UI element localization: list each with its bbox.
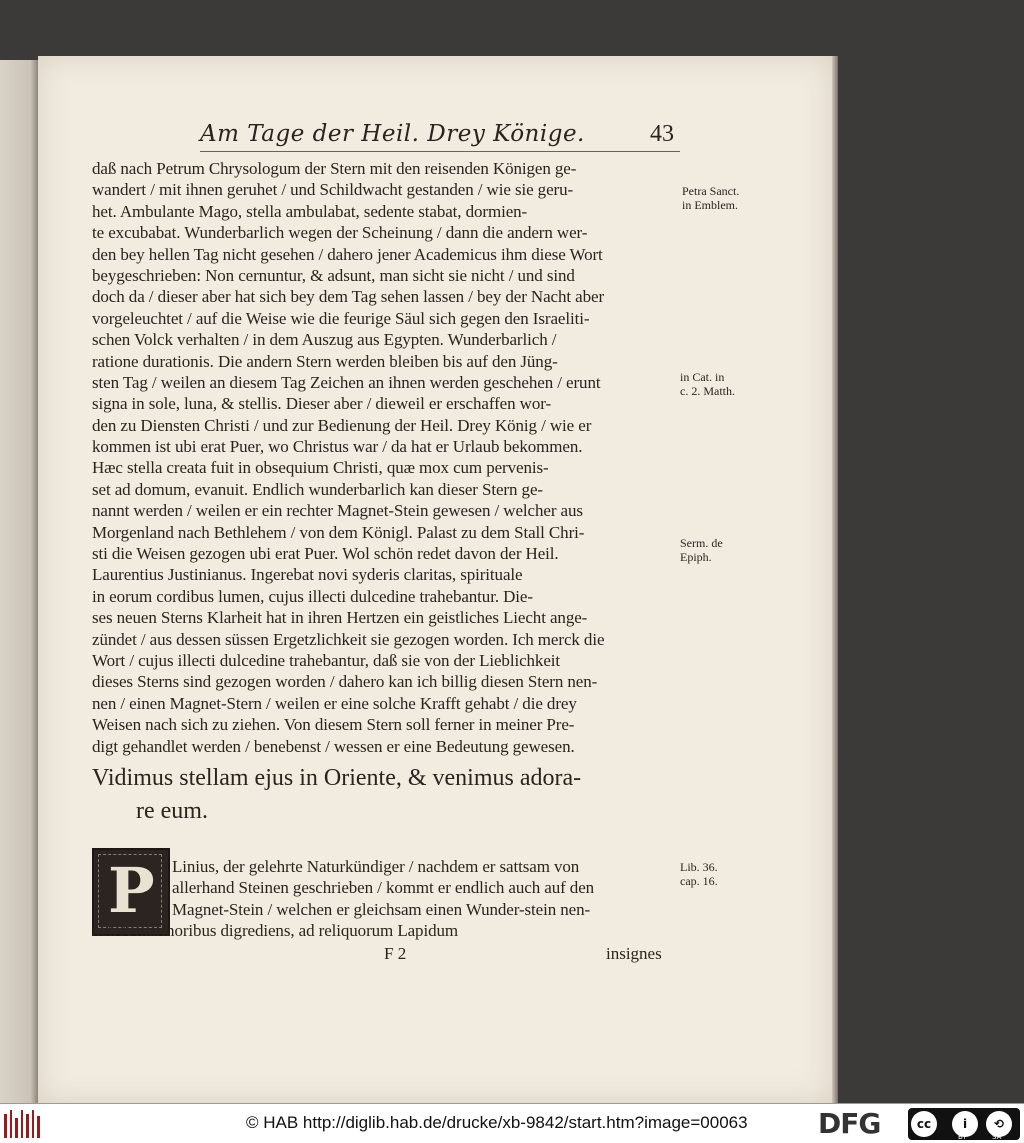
heading-line: re eum. (136, 798, 208, 824)
footer-bar (0, 1103, 1024, 1143)
text-line: Morgenland nach Bethlehem / von dem Königl. Palast zu dem Stall Chri- (92, 522, 585, 542)
hab-logo-icon (4, 1110, 40, 1138)
text-line: signa in sole, luna, & stellis. Dieser aber / dieweil er erschaffen wor- (92, 394, 552, 414)
share-alike-icon: ⟲ (986, 1111, 1012, 1137)
text-line: Hæc stella creata fuit in obsequium Christi, quæ mox cum pervenis- (92, 458, 549, 478)
text-line: kommen ist ubi erat Puer, wo Christus war / da hat er Urlaub bekommen. (92, 437, 583, 457)
margin-note-line: Serm. de (680, 536, 723, 550)
text-line: nannt werden / weilen er ein rechter Magnet-Stein gewesen / welcher aus (92, 501, 583, 521)
margin-note (682, 184, 739, 212)
margin-note-line: Lib. 36. (680, 860, 718, 874)
initial-letter: P (108, 854, 155, 927)
catchword: insignes (606, 944, 662, 963)
dfg-logo: DFG (818, 1107, 881, 1140)
by-label: BY (958, 1133, 967, 1141)
facing-page-edge (0, 60, 38, 1103)
text-line: in eorum cordibus lumen, cujus illecti dulcedine trahebantur. Die- (92, 586, 533, 606)
text-line: het. Ambulante Mago, stella ambulabat, sedente stabat, dormien- (92, 201, 528, 221)
text-line: dieses Sterns sind gezogen worden / dahero kan ich billig diesen Stern nen- (92, 672, 598, 692)
text-line: Magnet-Stein / welchen er gleichsam einen Wunder-stein nen- (172, 899, 591, 919)
text-line: schen Volck verhalten / in dem Auszug aus Egypten. Wunderbarlich / (92, 330, 557, 350)
text-line: net. A marmoribus digrediens, ad reliquorum Lapidum (92, 921, 458, 941)
margin-note-line: Epiph. (680, 550, 712, 564)
page-edge-shadow (832, 56, 838, 1103)
source-url[interactable]: © HAB http://diglib.hab.de/drucke/xb-9842/start.htm?image=00063 (246, 1113, 748, 1132)
text-line: den bey hellen Tag nicht gesehen / dahero jener Academicus ihm diese Wort (92, 244, 603, 264)
page-number: 43 (650, 121, 674, 147)
main-paragraph (92, 158, 684, 757)
text-line: sten Tag / weilen an diesem Tag Zeichen an ihnen werden geschehen / erunt (92, 372, 601, 392)
text-line: set ad domum, evanuit. Endlich wunderbarlich kan dieser Stern ge- (92, 479, 543, 499)
margin-note (680, 536, 723, 564)
text-line: Linius, der gelehrte Naturkündiger / nachdem er sattsam von (172, 857, 580, 876)
text-line: doch da / dieser aber hat sich bey dem Tag sehen lassen / bey der Nacht aber (92, 287, 605, 307)
text-line: nen / einen Magnet-Stern / weilen er eine solche Krafft gehabt / die drey (92, 693, 577, 713)
attribution-icon: i (952, 1111, 978, 1137)
text-line: daß nach Petrum Chrysologum der Stern mit den reisenden Königen ge- (92, 159, 577, 178)
text-line: te excubabat. Wunderbarlich wegen der Scheinung / dann die andern wer- (92, 223, 588, 243)
text-line: den zu Diensten Christi / und zur Bedienung der Heil. Drey König / wie er (92, 415, 592, 435)
margin-note (680, 860, 718, 888)
cc-license-badge[interactable] (908, 1108, 1020, 1140)
header-rule (200, 151, 680, 152)
text-line: ratione durationis. Die andern Stern werden bleiben bis auf den Jüng- (92, 351, 558, 371)
running-head: Am Tage der Heil. Drey Könige. (200, 121, 585, 147)
second-paragraph (92, 856, 684, 942)
text-line: zündet / aus dessen süssen Ergetzlichkeit sie gezogen worden. Ich merck die (92, 629, 605, 649)
signature-mark: F 2 (384, 944, 407, 963)
text-line: beygeschrieben: Non cernuntur, & adsunt, man sicht sie nicht / und sind (92, 265, 575, 285)
heading-line: Vidimus stellam ejus in Oriente, & venimus adora- (92, 765, 582, 791)
margin-note-line: in Emblem. (682, 198, 738, 212)
cc-icon: cc (911, 1111, 937, 1137)
text-line: allerhand Steinen geschrieben / kommt er endlich auch auf den (172, 878, 595, 898)
text-line: digt gehandlet werden / benebenst / wessen er eine Bedeutung gewesen. (92, 736, 575, 756)
margin-note-line: in Cat. in (680, 370, 725, 384)
margin-note (680, 370, 735, 398)
text-line: Weisen nach sich zu ziehen. Von diesem Stern soll ferner in meiner Pre- (92, 715, 575, 735)
text-line: ses neuen Sterns Klarheit hat in ihren Hertzen ein geistliches Liecht ange- (92, 608, 588, 628)
margin-note-line: Petra Sanct. (682, 184, 740, 198)
section-heading (92, 762, 692, 828)
sa-label: SA (992, 1133, 1002, 1141)
text-line: wandert / mit ihnen geruhet / und Schildwacht gestanden / wie sie geru- (92, 180, 574, 200)
text-line: vorgeleuchtet / auf die Weise wie die feurige Säul sich gegen den Israeliti- (92, 308, 590, 328)
text-line: Laurentius Justinianus. Ingerebat novi syderis claritas, spirituale (92, 565, 523, 585)
text-line: Wort / cujus illecti dulcedine trahebantur, daß sie von der Lieblichkeit (92, 650, 561, 670)
margin-note-line: c. 2. Matth. (680, 384, 735, 398)
text-line: sti die Weisen gezogen ubi erat Puer. Wol schön redet davon der Heil. (92, 544, 559, 564)
margin-note-line: cap. 16. (680, 874, 718, 888)
